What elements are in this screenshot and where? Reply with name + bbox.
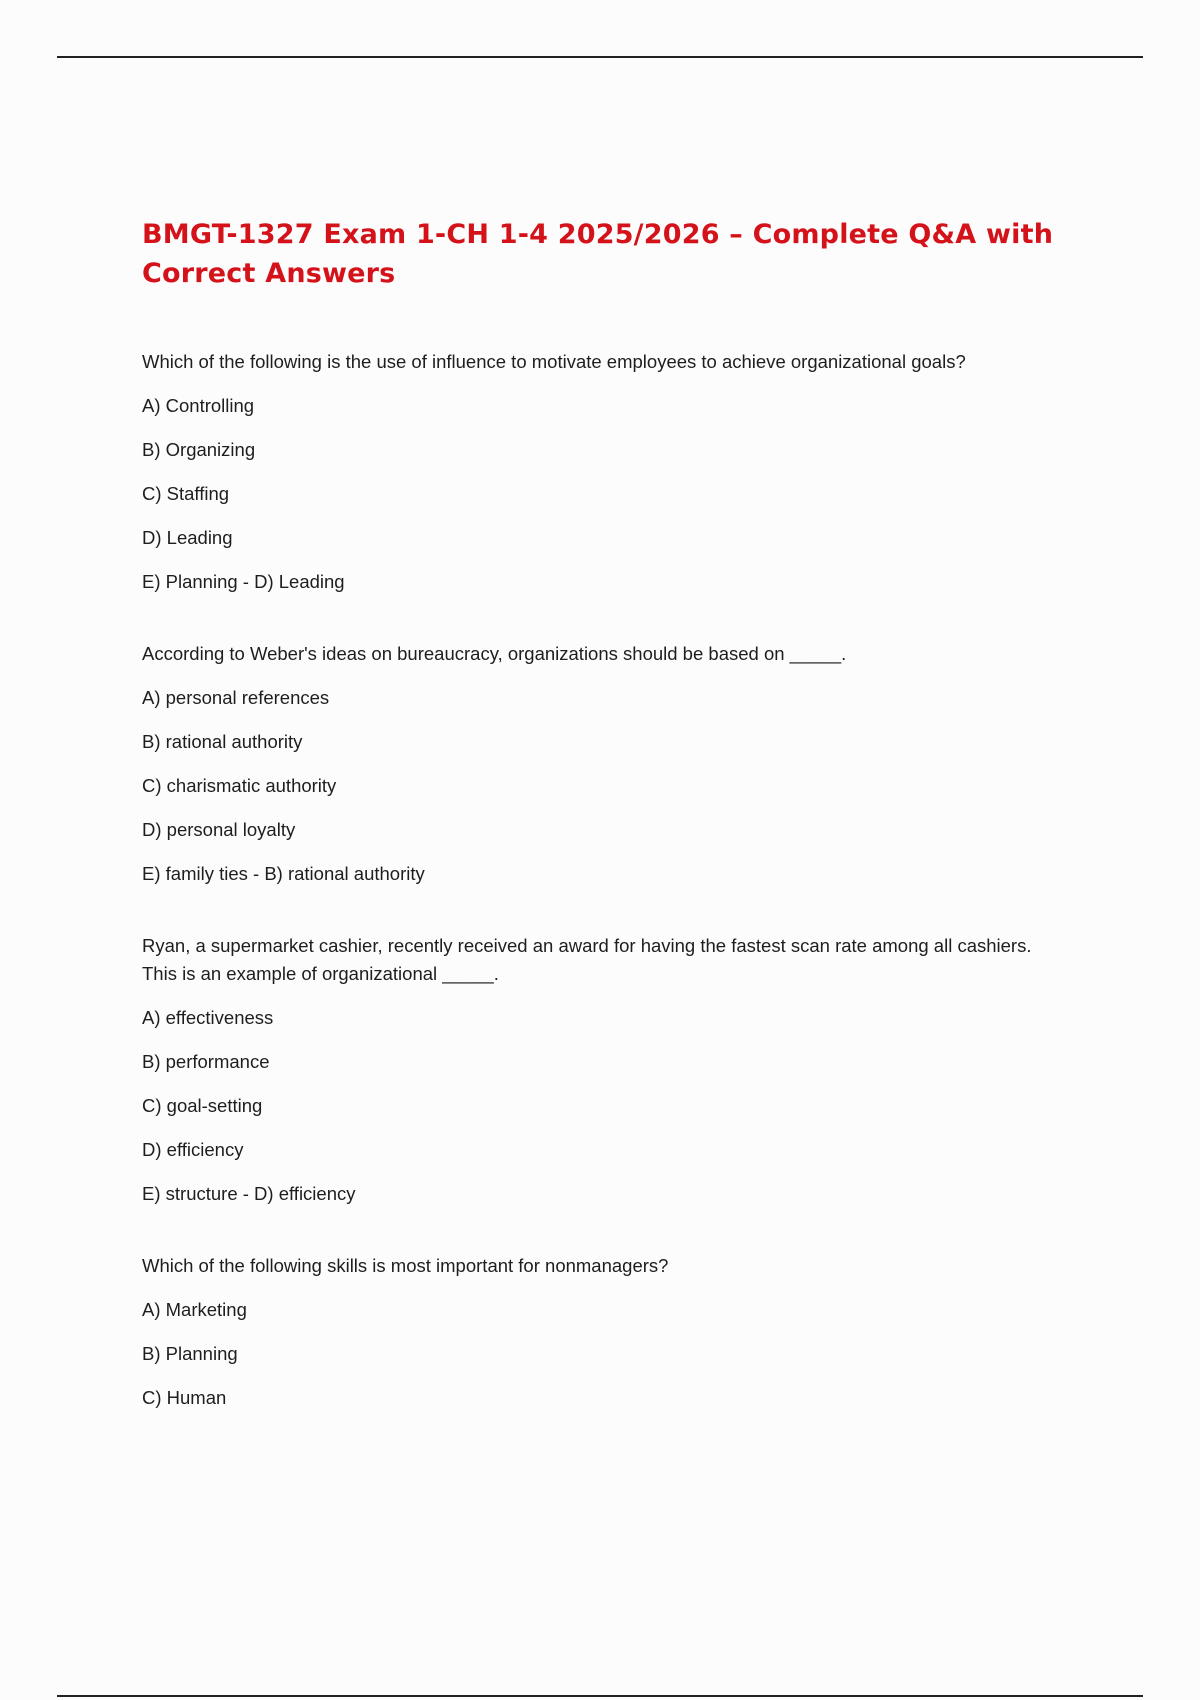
answer-option: A) Controlling xyxy=(142,395,255,416)
document-title: BMGT-1327 Exam 1-CH 1-4 2025/2026 – Complete Q&A with Correct Answers xyxy=(142,219,1054,289)
header-rule xyxy=(57,56,1143,58)
answer-option: C) Human xyxy=(142,1387,227,1408)
question-text: Ryan, a supermarket cashier, recently received an award for having the fastest scan rate among all cashiers. This is an example of organizational _____. xyxy=(142,935,1032,984)
question-block xyxy=(142,1252,1042,1412)
answer-option: A) Marketing xyxy=(142,1299,247,1320)
question-block xyxy=(142,932,1042,1208)
answer-option: C) charismatic authority xyxy=(142,775,337,796)
answer-option: D) personal loyalty xyxy=(142,819,296,840)
question-text: Which of the following is the use of influence to motivate employees to achieve organizational goals? xyxy=(142,351,966,372)
footer-rule xyxy=(57,1695,1143,1697)
answer-option: D) efficiency xyxy=(142,1139,244,1160)
question-text: According to Weber's ideas on bureaucracy, organizations should be based on _____. xyxy=(142,643,847,664)
answer-option: D) Leading xyxy=(142,527,233,548)
answer-option: C) Staffing xyxy=(142,483,230,504)
answer-option: B) rational authority xyxy=(142,731,303,752)
question-block xyxy=(142,640,1042,888)
question-list xyxy=(142,348,1042,1412)
answer-option-with-answer: E) family ties - B) rational authority xyxy=(142,863,425,884)
answer-option-with-answer: E) Planning - D) Leading xyxy=(142,571,345,592)
question-block xyxy=(142,348,1042,596)
answer-option: B) Planning xyxy=(142,1343,238,1364)
answer-option: B) Organizing xyxy=(142,439,256,460)
question-text: Which of the following skills is most important for nonmanagers? xyxy=(142,1255,669,1276)
answer-option: C) goal-setting xyxy=(142,1095,263,1116)
answer-option: A) personal references xyxy=(142,687,330,708)
answer-option-with-answer: E) structure - D) efficiency xyxy=(142,1183,356,1204)
answer-option: A) effectiveness xyxy=(142,1007,274,1028)
answer-option: B) performance xyxy=(142,1051,270,1072)
